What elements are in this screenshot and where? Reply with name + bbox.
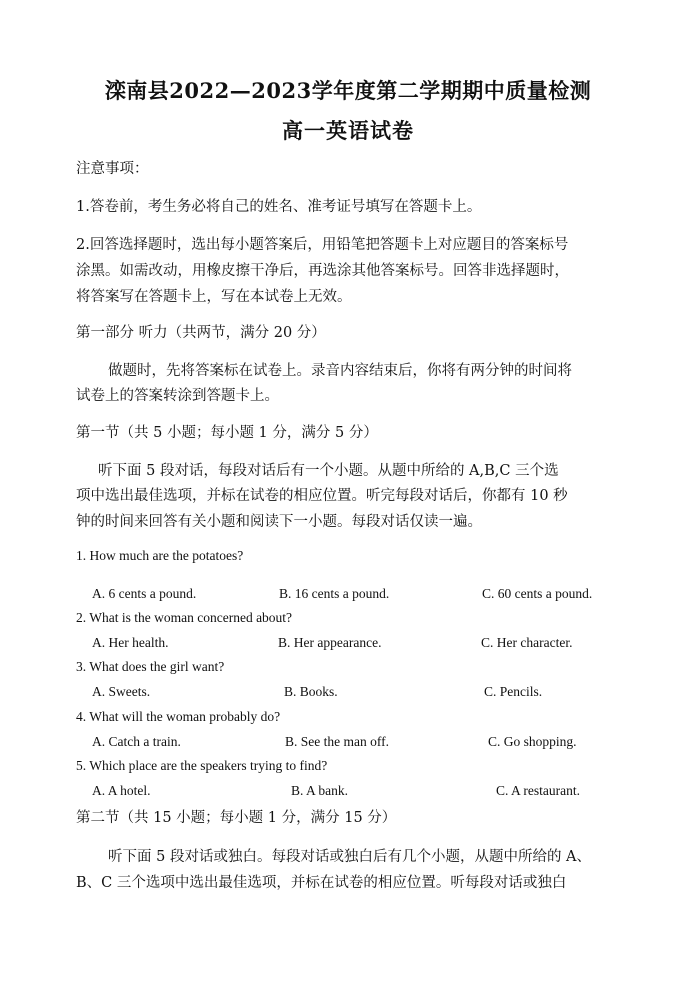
part1-intro-line-1: 做题时，先将答案标在试卷上。录音内容结束后，你将有两分钟的时间将	[108, 363, 572, 379]
section1-intro-line-2: 项中选出最佳选项，并标在试卷的相应位置。听完每段对话后，你都有 10 秒	[76, 488, 568, 504]
question-1-option-c: C. 60 cents a pound.	[482, 586, 593, 601]
notice-heading: 注意事项：	[76, 161, 149, 177]
question-3-option-b: B. Books.	[284, 684, 338, 699]
notice-item-2-line-3: 将答案写在答题卡上，写在本试卷上无效。	[76, 289, 352, 305]
question-2-option-c: C. Her character.	[481, 635, 573, 650]
question-5-option-b: B. A bank.	[291, 783, 349, 798]
question-4-option-a: A. Catch a train.	[92, 734, 181, 749]
question-1-option-a: A. 6 cents a pound.	[92, 586, 197, 601]
question-5-option-a: A. A hotel.	[92, 783, 151, 798]
exam-subtitle: 高一英语试卷	[282, 118, 414, 143]
question-3: 3. What does the girl want?	[76, 659, 225, 674]
section1-intro-line-3: 钟的时间来回答有关小题和阅读下一小题。每段对话仅读一遍。	[76, 514, 482, 530]
part1-intro-line-2: 试卷上的答案转涂到答题卡上。	[76, 388, 279, 404]
section1-heading: 第一节（共 5 小题；每小题 1 分，满分 5 分）	[76, 425, 378, 441]
question-2: 2. What is the woman concerned about?	[76, 610, 293, 625]
question-2-option-b: B. Her appearance.	[278, 635, 382, 650]
question-4-option-b: B. See the man off.	[285, 734, 389, 749]
notice-item-1: 1.答卷前，考生务必将自己的姓名、准考证号填写在答题卡上。	[76, 199, 482, 215]
section1-intro-line-1: 听下面 5 段对话，每段对话后有一个小题。从题中所给的 A,B,C 三个选	[98, 463, 559, 479]
exam-title: 滦南县2022—2023学年度第二学期期中质量检测	[104, 78, 592, 103]
section2-intro-line-1: 听下面 5 段对话或独白。每段对话或独白后有几个小题，从题中所给的 A、	[108, 849, 592, 865]
notice-item-2-line-1: 2.回答选择题时，选出每小题答案后，用铅笔把答题卡上对应题目的答案标号	[76, 237, 569, 253]
section2-heading: 第二节（共 15 小题；每小题 1 分，满分 15 分）	[76, 810, 397, 826]
question-4-option-c: C. Go shopping.	[488, 734, 577, 749]
notice-item-2-line-2: 涂黑。如需改动，用橡皮擦干净后，再选涂其他答案标号。回答非选择题时，	[76, 263, 569, 279]
question-2-option-a: A. Her health.	[92, 635, 169, 650]
question-5: 5. Which place are the speakers trying to find?	[76, 758, 328, 773]
section2-intro-line-2: B、C 三个选项中选出最佳选项，并标在试卷的相应位置。听每段对话或独白	[76, 875, 567, 891]
question-3-option-a: A. Sweets.	[92, 684, 151, 699]
question-3-option-c: C. Pencils.	[484, 684, 543, 699]
part1-heading: 第一部分 听力（共两节，满分 20 分）	[76, 325, 326, 341]
question-1: 1. How much are the potatoes?	[76, 548, 244, 563]
question-4: 4. What will the woman probably do?	[76, 709, 281, 724]
question-1-option-b: B. 16 cents a pound.	[279, 586, 390, 601]
question-5-option-c: C. A restaurant.	[496, 783, 580, 798]
